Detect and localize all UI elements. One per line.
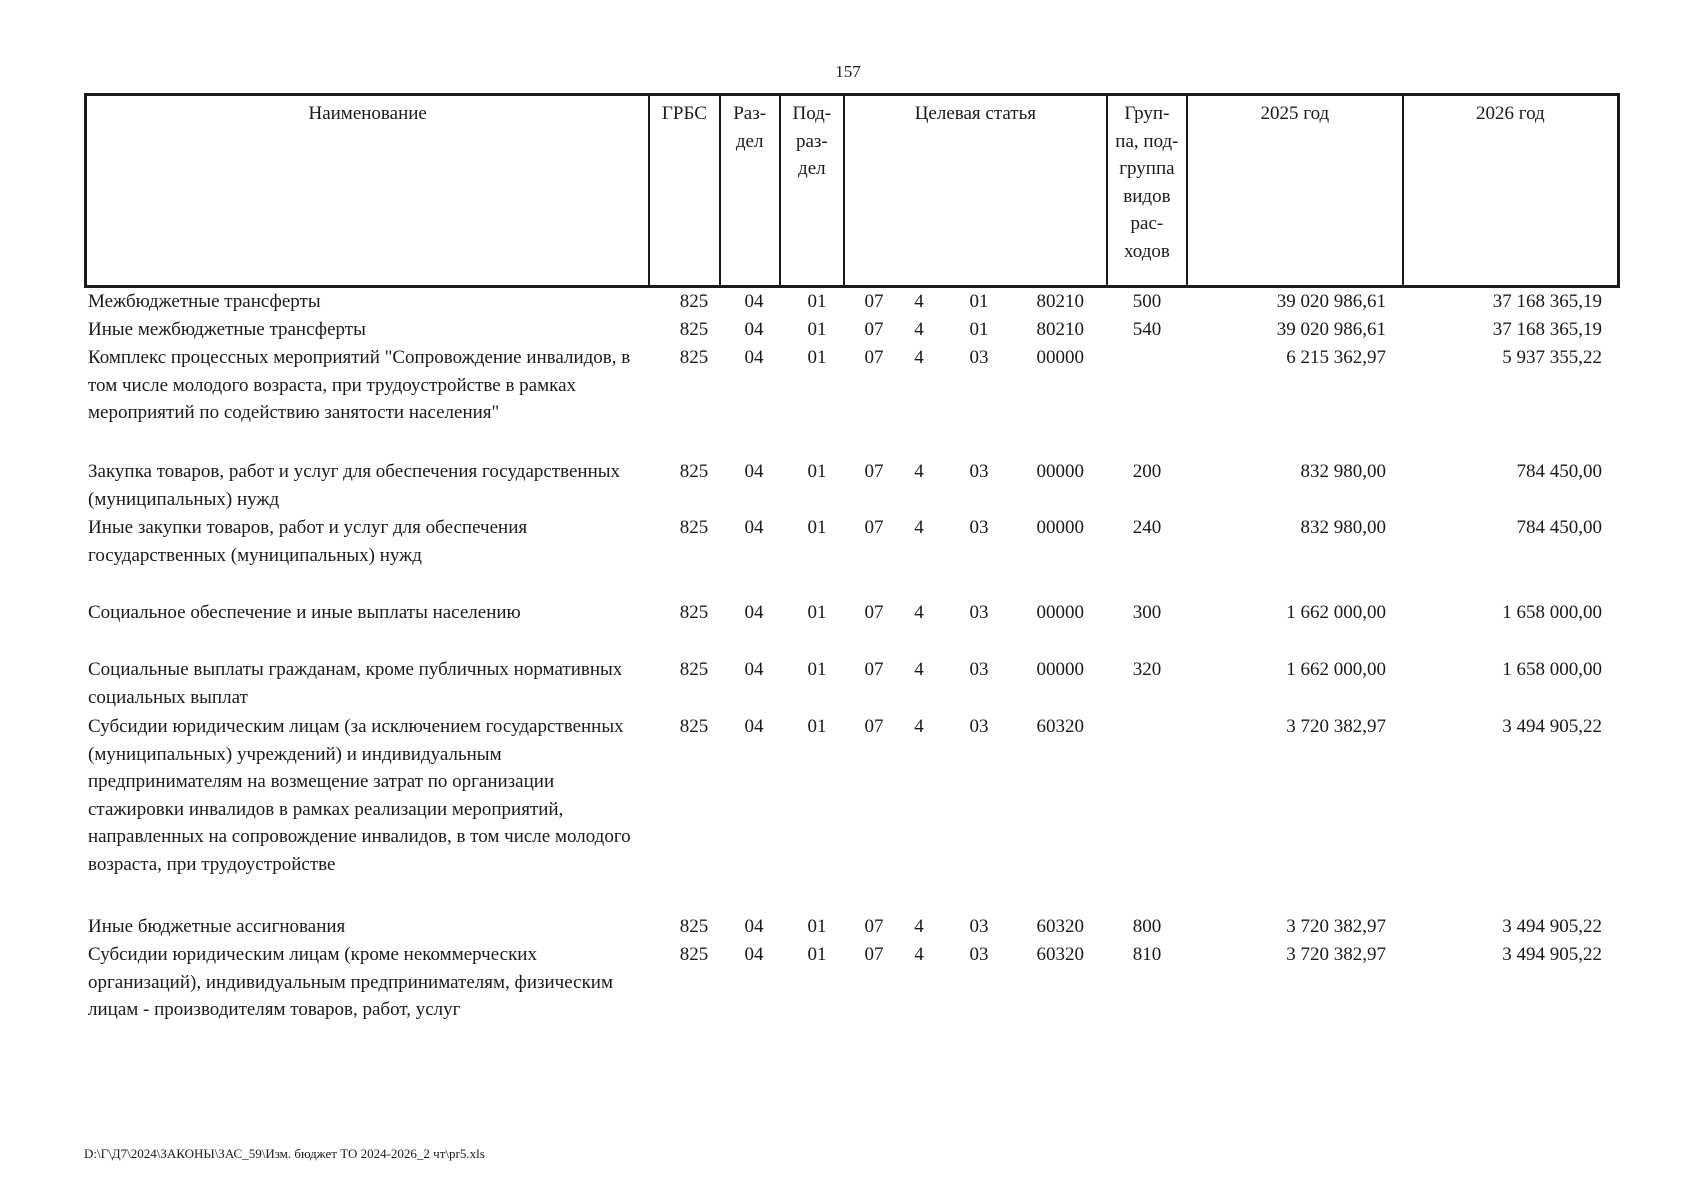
row-target-part1: 07 [864, 517, 884, 538]
row-podrazdel: 01 [807, 461, 827, 482]
row-target-part3: 03 [969, 517, 989, 538]
row-amount-2026: 3 494 905,22 [1502, 944, 1602, 965]
row-amount-2026: 37 168 365,19 [1492, 319, 1602, 340]
row-target-part3: 03 [969, 602, 989, 623]
row-target-part3: 03 [969, 916, 989, 937]
row-razdel: 04 [744, 659, 764, 680]
row-target-part3: 03 [969, 659, 989, 680]
row-podrazdel: 01 [807, 716, 827, 737]
table-row [84, 514, 1602, 569]
row-amount-2026: 3 494 905,22 [1502, 916, 1602, 937]
row-grbs: 825 [679, 461, 709, 482]
row-expense-group: 320 [1132, 659, 1162, 680]
header-year-2025: 2025 год [1187, 95, 1403, 287]
row-grbs: 825 [679, 319, 709, 340]
row-target-part2: 4 [914, 517, 924, 538]
row-expense-group: 800 [1132, 916, 1162, 937]
row-target-part2: 4 [914, 602, 924, 623]
row-name: Иные закупки товаров, работ и услуг для обеспечения государственных (муниципальных) нужд [88, 517, 528, 566]
row-target-part4: 80210 [1036, 319, 1084, 340]
row-amount-2025: 3 720 382,97 [1286, 944, 1386, 965]
table-row [84, 316, 1602, 344]
row-amount-2026: 1 658 000,00 [1502, 659, 1602, 680]
row-target-part1: 07 [864, 716, 884, 737]
header-year-2026: 2026 год [1403, 95, 1619, 287]
row-grbs: 825 [679, 659, 709, 680]
header-podrazdel: Под- раз- дел [780, 95, 844, 287]
page-number: 157 [835, 62, 861, 81]
row-amount-2025: 39 020 986,61 [1276, 319, 1386, 340]
row-amount-2025: 3 720 382,97 [1286, 716, 1386, 737]
row-podrazdel: 01 [807, 659, 827, 680]
row-target-part2: 4 [914, 319, 924, 340]
row-target-part2: 4 [914, 716, 924, 737]
header-razdel: Раз- дел [720, 95, 780, 287]
row-razdel: 04 [744, 319, 764, 340]
row-name: Субсидии юридическим лицам (за исключением государственных (муниципальных) учреждений) и индивидуальным предпринимателям на возмещение затрат по организации стажировки инвалидов в рамках реализации мероприятий, направленных на сопровождение инвалидов, в том числе молодого возраста, при трудоустройстве [88, 716, 631, 875]
row-amount-2025: 832 980,00 [1300, 461, 1386, 482]
row-target-part1: 07 [864, 944, 884, 965]
header-expense-group: Груп- па, под- группа видов рас- ходов [1107, 95, 1187, 287]
row-razdel: 04 [744, 716, 764, 737]
row-amount-2026: 784 450,00 [1516, 517, 1602, 538]
row-razdel: 04 [744, 461, 764, 482]
row-target-part4: 60320 [1036, 916, 1084, 937]
row-target-part1: 07 [864, 916, 884, 937]
row-podrazdel: 01 [807, 291, 827, 312]
row-target-part3: 01 [969, 291, 989, 312]
row-grbs: 825 [679, 517, 709, 538]
row-name: Субсидии юридическим лицам (кроме некоммерческих организаций), индивидуальным предпринимателям, физическим лицам - производителям товаров, работ, услуг [88, 944, 613, 1020]
row-name: Социальное обеспечение и иные выплаты населению [88, 602, 521, 623]
row-name: Закупка товаров, работ и услуг для обеспечения государственных (муниципальных) нужд [88, 461, 621, 510]
footer-file-path: D:\Г\Д7\2024\ЗАКОНЫ\ЗАС_59\Изм. бюджет ТО 2024-2026_2 чт\pr5.xls [84, 1146, 485, 1161]
row-amount-2025: 6 215 362,97 [1286, 347, 1386, 368]
row-amount-2025: 832 980,00 [1300, 517, 1386, 538]
row-target-part2: 4 [914, 659, 924, 680]
row-amount-2025: 39 020 986,61 [1276, 291, 1386, 312]
row-grbs: 825 [679, 602, 709, 623]
table-row [84, 913, 1602, 941]
row-grbs: 825 [679, 291, 709, 312]
row-razdel: 04 [744, 602, 764, 623]
row-target-part2: 4 [914, 916, 924, 937]
row-expense-group: 300 [1132, 602, 1162, 623]
row-target-part1: 07 [864, 659, 884, 680]
row-name: Иные бюджетные ассигнования [88, 916, 346, 937]
row-podrazdel: 01 [807, 916, 827, 937]
row-name: Иные межбюджетные трансферты [88, 319, 366, 340]
row-target-part1: 07 [864, 291, 884, 312]
header-grbs: ГРБС [649, 95, 719, 287]
row-target-part3: 03 [969, 347, 989, 368]
row-target-part1: 07 [864, 602, 884, 623]
row-podrazdel: 01 [807, 602, 827, 623]
row-expense-group: 540 [1132, 319, 1162, 340]
row-grbs: 825 [679, 916, 709, 937]
row-target-part2: 4 [914, 291, 924, 312]
row-target-part4: 60320 [1036, 716, 1084, 737]
row-target-part4: 00000 [1036, 517, 1084, 538]
row-target-part4: 00000 [1036, 659, 1084, 680]
row-amount-2026: 3 494 905,22 [1502, 716, 1602, 737]
table-row [84, 656, 1602, 711]
table-row [84, 941, 1602, 1024]
row-target-part3: 03 [969, 944, 989, 965]
table-header [84, 93, 1620, 288]
row-name: Комплекс процессных мероприятий "Сопровождение инвалидов, в том числе молодого возраста, при трудоустройстве в рамках мероприятий по содействию занятости населения" [88, 347, 631, 423]
row-target-part3: 01 [969, 319, 989, 340]
table-row [84, 713, 1602, 878]
row-expense-group: 810 [1132, 944, 1162, 965]
row-podrazdel: 01 [807, 517, 827, 538]
row-name: Социальные выплаты гражданам, кроме публичных нормативных социальных выплат [88, 659, 623, 708]
row-amount-2026: 784 450,00 [1516, 461, 1602, 482]
row-podrazdel: 01 [807, 319, 827, 340]
row-target-part3: 03 [969, 716, 989, 737]
row-expense-group: 200 [1132, 461, 1162, 482]
row-target-part2: 4 [914, 944, 924, 965]
row-razdel: 04 [744, 916, 764, 937]
row-razdel: 04 [744, 944, 764, 965]
row-amount-2026: 5 937 355,22 [1502, 347, 1602, 368]
row-expense-group: 500 [1132, 291, 1162, 312]
row-grbs: 825 [679, 347, 709, 368]
row-target-part4: 60320 [1036, 944, 1084, 965]
row-podrazdel: 01 [807, 347, 827, 368]
row-target-part1: 07 [864, 347, 884, 368]
row-amount-2025: 1 662 000,00 [1286, 602, 1386, 623]
table-row [84, 458, 1602, 513]
table-row [84, 599, 1602, 627]
row-grbs: 825 [679, 944, 709, 965]
row-expense-group: 240 [1132, 517, 1162, 538]
table-row [84, 344, 1602, 427]
header-target-article: Целевая статья [844, 95, 1107, 287]
row-target-part3: 03 [969, 461, 989, 482]
row-grbs: 825 [679, 716, 709, 737]
row-name: Межбюджетные трансферты [88, 291, 321, 312]
row-amount-2026: 37 168 365,19 [1492, 291, 1602, 312]
row-amount-2025: 3 720 382,97 [1286, 916, 1386, 937]
row-target-part2: 4 [914, 461, 924, 482]
row-razdel: 04 [744, 517, 764, 538]
row-target-part2: 4 [914, 347, 924, 368]
table-row [84, 288, 1602, 316]
row-razdel: 04 [744, 347, 764, 368]
header-name: Наименование [86, 95, 650, 287]
row-target-part1: 07 [864, 461, 884, 482]
row-target-part4: 00000 [1036, 602, 1084, 623]
row-razdel: 04 [744, 291, 764, 312]
row-target-part1: 07 [864, 319, 884, 340]
row-target-part4: 80210 [1036, 291, 1084, 312]
row-podrazdel: 01 [807, 944, 827, 965]
row-amount-2025: 1 662 000,00 [1286, 659, 1386, 680]
row-target-part4: 00000 [1036, 461, 1084, 482]
row-target-part4: 00000 [1036, 347, 1084, 368]
row-amount-2026: 1 658 000,00 [1502, 602, 1602, 623]
